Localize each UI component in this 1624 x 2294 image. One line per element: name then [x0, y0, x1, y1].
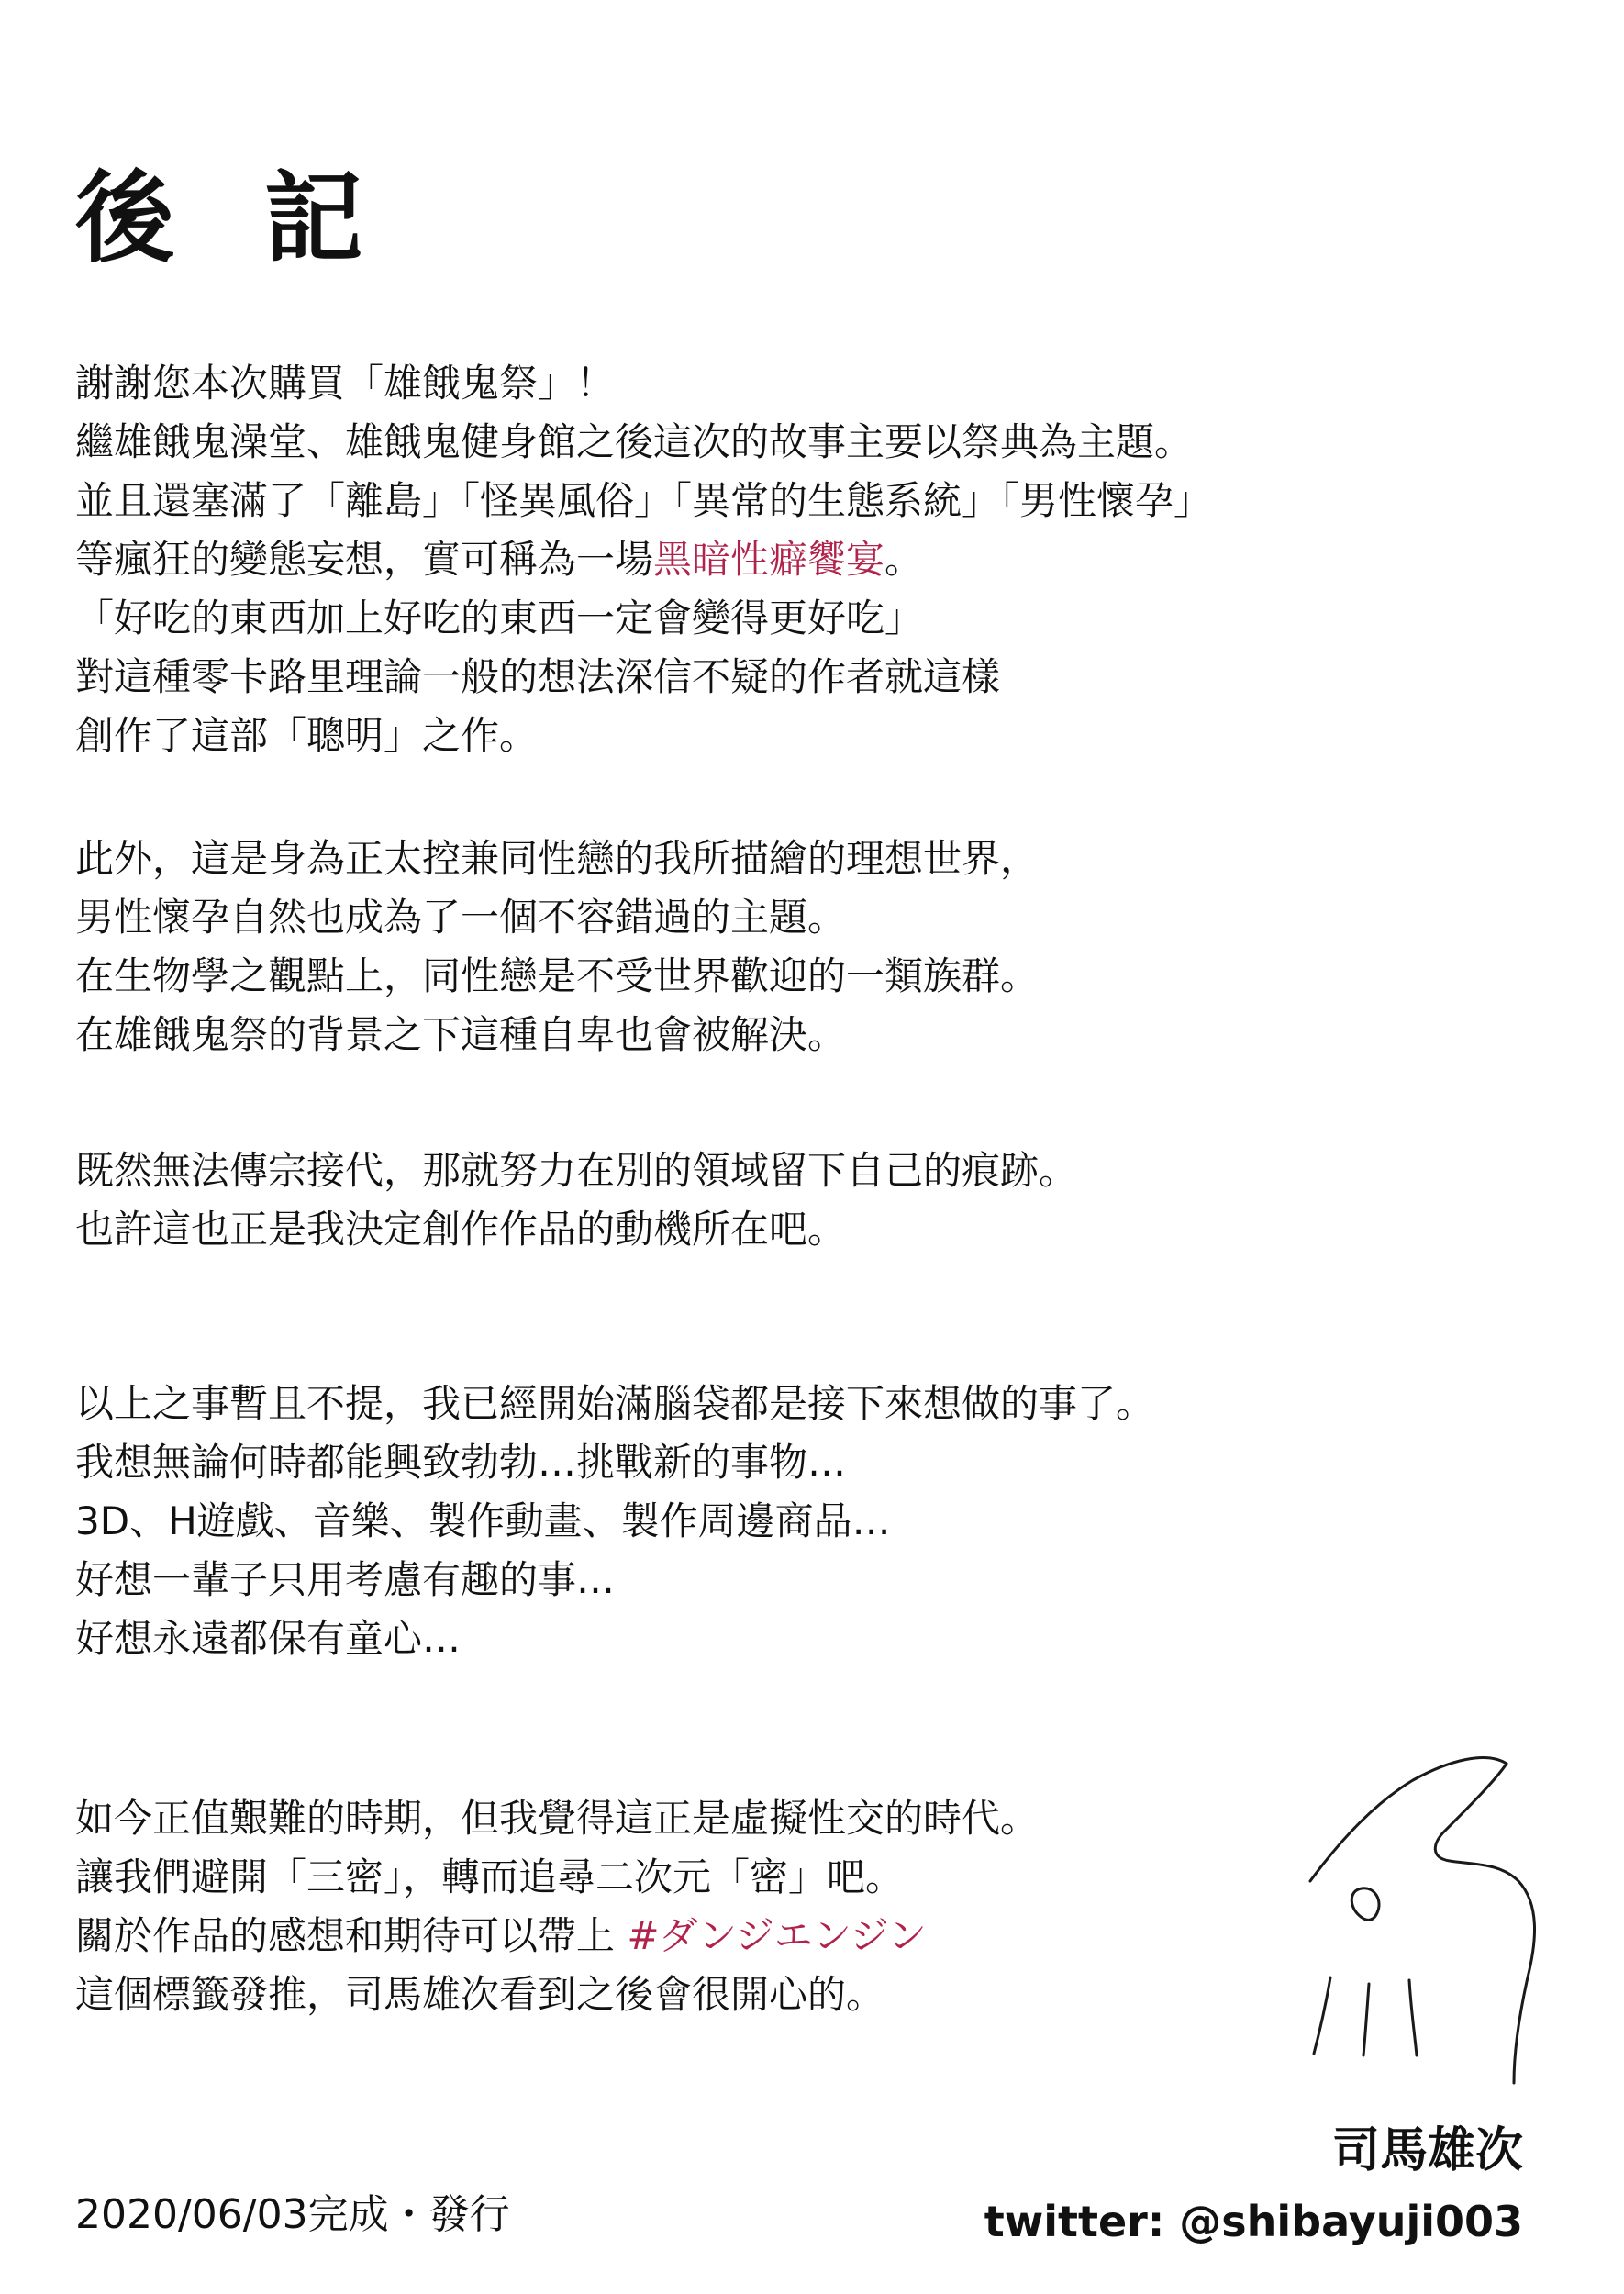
text-line: 既然無法傳宗接代，那就努力在別的領域留下自己的痕跡。 [75, 1148, 1078, 1193]
text-line: 謝謝您本次購買「雄餓鬼祭」！ [75, 361, 616, 406]
text-line: 對這種零卡路里理論一般的想法深信不疑的作者就這樣 [75, 654, 1001, 699]
text-line: 繼雄餓鬼澡堂、雄餓鬼健身館之後這次的故事主要以祭典為主題。 [75, 419, 1194, 464]
text-line: 3D、H遊戲、音樂、製作動畫、製作周邊商品… [75, 1498, 891, 1543]
text-line: 在生物學之觀點上，同性戀是不受世界歡迎的一類族群。 [75, 953, 1040, 998]
author-twitter-handle: twitter: @shibayuji003 [984, 2197, 1523, 2246]
text-line: 並且還塞滿了「離島」「怪異風俗」「異常的生態系統」「男性懷孕」 [75, 478, 1213, 523]
text-line: 「好吃的東西加上好吃的東西一定會變得更好吃」 [75, 596, 924, 640]
text-line: 以上之事暫且不提，我已經開始滿腦袋都是接下來想做的事了。 [75, 1381, 1155, 1426]
text-line: 讓我們避開「三密」，轉而追尋二次元「密」吧。 [75, 1854, 905, 1899]
page-title: 後 記 [75, 161, 391, 276]
text-segment: 。 [884, 537, 924, 582]
hashtag: #ダンジエンジン [627, 1913, 927, 1958]
text-line: 這個標籤發推，司馬雄次看到之後會很開心的。 [75, 1972, 885, 2017]
text-line: 我想無論何時都能興致勃勃…挑戰新的事物… [75, 1440, 847, 1485]
text-line: 在雄餓鬼祭的背景之下這種自卑也會被解決。 [75, 1012, 847, 1057]
paragraph-1 [75, 354, 1212, 765]
paragraph-5 [75, 1789, 1039, 2024]
author-name: 司馬雄次 [1331, 2123, 1523, 2178]
paragraph-4 [75, 1375, 1154, 1668]
text-line: 好想永遠都保有童心… [75, 1616, 462, 1661]
text-line: 如今正值艱難的時期，但我覺得這正是虛擬性交的時代。 [75, 1796, 1040, 1841]
text-line: 好想一輩子只用考慮有趣的事… [75, 1557, 616, 1602]
text-line: 男性懷孕自然也成為了一個不容錯過的主題。 [75, 895, 847, 940]
squid-doodle-icon [1294, 1743, 1560, 2110]
publication-date: 2020/06/03完成・發行 [75, 2191, 510, 2238]
paragraph-2 [75, 830, 1039, 1064]
text-line: 創作了這部「聰明」之作。 [75, 713, 539, 758]
text-segment: 等瘋狂的變態妄想，實可稱為一場 [75, 537, 654, 582]
text-line [75, 530, 1212, 589]
highlighted-phrase: 黑暗性癖饗宴 [653, 537, 885, 582]
text-line [75, 1907, 1039, 1965]
paragraph-3 [75, 1141, 1077, 1259]
text-segment: 關於作品的感想和期待可以帶上 [75, 1913, 628, 1958]
text-line: 此外，這是身為正太控兼同性戀的我所描繪的理想世界， [75, 836, 1040, 881]
text-line: 也許這也正是我決定創作作品的動機所在吧。 [75, 1207, 847, 1252]
